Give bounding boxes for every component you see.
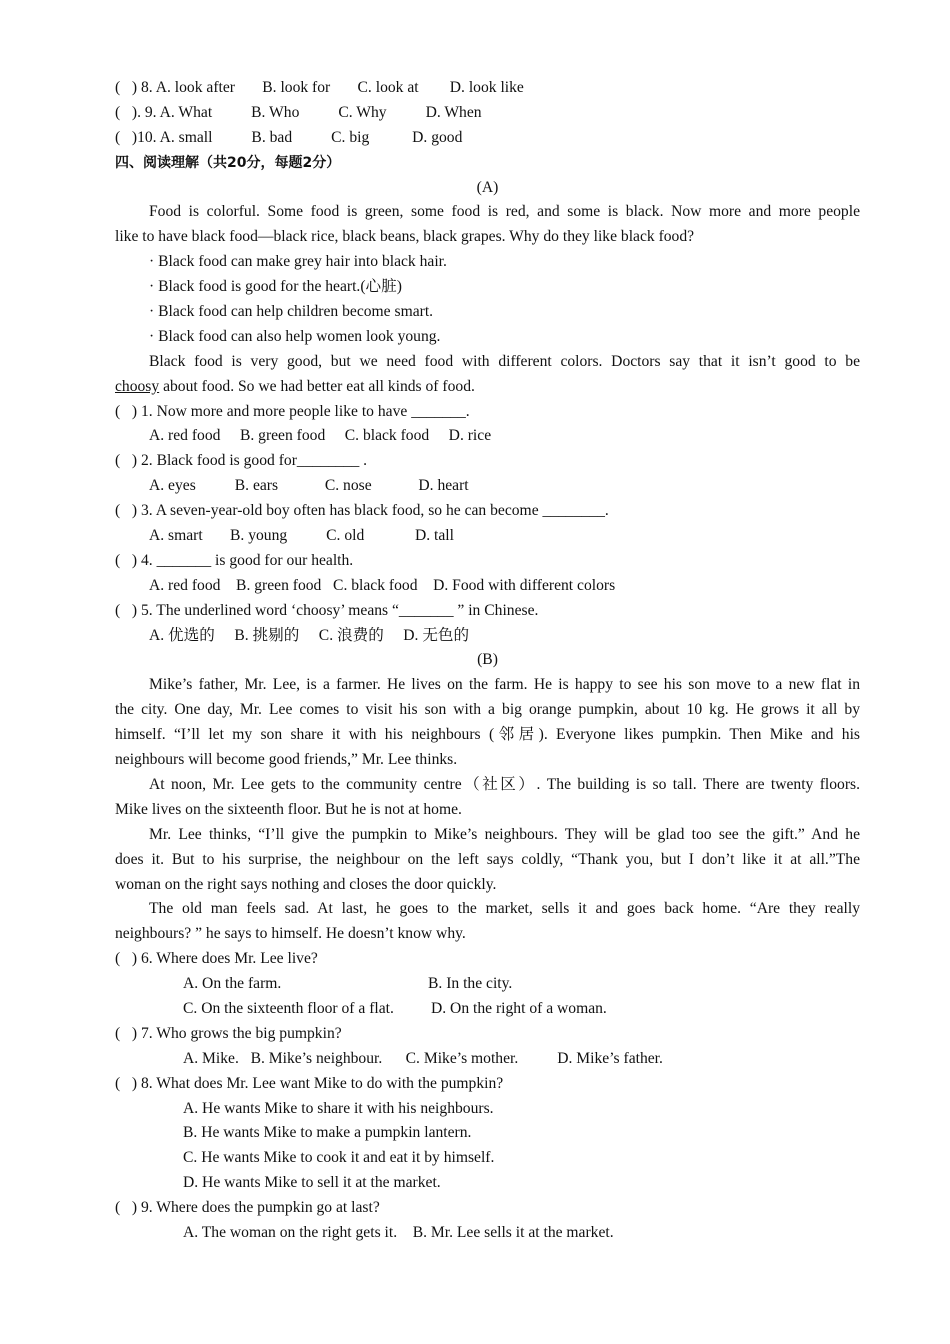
section-title: 四、阅读理解（共20分，每题2分） <box>115 154 341 171</box>
question-8-line: ( ) 8. A. look after B. look for C. look at D. look like <box>115 79 524 96</box>
question-option: A. He wants Mike to share it with his neighbours. <box>183 1099 494 1117</box>
passage-b-line: neighbours? ” he says to himself. He doesn’t know why. <box>115 925 466 943</box>
question-stem: ( ) 9. Where does the pumpkin go at last? <box>115 1199 380 1217</box>
option-c: C. On the sixteenth floor of a flat. <box>183 999 394 1017</box>
passage-b-line: Mr. Lee thinks, “I’ll give the pumpkin to Mike’s neighbours. They will be glad too see the gift.” And he <box>149 825 860 843</box>
option-b: B. In the city. <box>428 975 513 993</box>
question-options: A. 优选的 B. 挑剔的 C. 浪费的 D. 无色的 <box>149 626 470 644</box>
option-a: A. On the farm. <box>183 975 282 993</box>
question-options: A. Mike. B. Mike’s neighbour. C. Mike’s mother. D. Mike’s father. <box>183 1049 663 1067</box>
passage-b-line: does it. But to his surprise, the neighbour on the left says coldly, “Thank you, but I don’t like it at all.”The <box>115 850 860 868</box>
question-option: C. He wants Mike to cook it and eat it by himself. <box>183 1149 495 1167</box>
passage-a-label: (A) <box>476 178 499 196</box>
question-stem: ( ) 6. Where does Mr. Lee live? <box>115 950 318 968</box>
bullet-item: · Black food can make grey hair into black hair. <box>149 253 447 271</box>
passage-b-label: (B) <box>477 651 498 669</box>
bullet-item: · Black food can help children become smart. <box>149 303 434 321</box>
question-stem: ( ) 1. Now more and more people like to have _______. <box>115 402 470 420</box>
passage-a-intro: Food is colorful. Some food is green, some food is red, and some is black. Now more and more people <box>149 203 860 221</box>
question-stem: ( ) 7. Who grows the big pumpkin? <box>115 1024 342 1042</box>
underlined-word-choosy: choosy <box>115 377 160 395</box>
question-options: A. red food B. green food C. black food D. rice <box>149 427 492 445</box>
question-stem: ( ) 3. A seven-year-old boy often has black food, so he can become ________. <box>115 502 609 520</box>
question-options: A. eyes B. ears C. nose D. heart <box>149 477 469 495</box>
option-d: D. On the right of a woman. <box>431 999 607 1017</box>
passage-b-line: At noon, Mr. Lee gets to the community centre（社区）. The building is so tall. There are twenty floors. <box>149 775 860 793</box>
passage-b-line: The old man feels sad. At last, he goes to the market, sells it and goes back home. “Are they really <box>149 900 860 918</box>
question-stem: ( ) 2. Black food is good for________ . <box>115 452 368 470</box>
passage-a-intro: like to have black food—black rice, black beans, black grapes. Why do they like black food? <box>115 228 695 246</box>
passage-a-closing <box>115 375 860 400</box>
question-option: D. He wants Mike to sell it at the market. <box>183 1174 441 1192</box>
question-9-line: ( ). 9. A. What B. Who C. Why D. When <box>115 103 482 121</box>
passage-b-line: Mike lives on the sixteenth floor. But he is not at home. <box>115 800 462 818</box>
passage-b-line: Mike’s father, Mr. Lee, is a farmer. He lives on the farm. He is happy to see his son move to a new flat in <box>149 676 860 694</box>
passage-b-line: himself. “I’ll let my son share it with his neighbours (邻居). Everyone likes pumpkin. Then Mike and his <box>115 726 860 744</box>
question-options: A. red food B. green food C. black food D. Food with different colors <box>149 576 616 594</box>
bullet-item: · Black food is good for the heart.(心脏) <box>149 278 402 296</box>
question-stem: ( ) 8. What does Mr. Lee want Mike to do with the pumpkin? <box>115 1074 504 1092</box>
closing-rest: about food. So we had better eat all kinds of food. <box>159 377 475 395</box>
question-stem: ( ) 5. The underlined word ‘choosy’ means “_______ ” in Chinese. <box>115 601 539 619</box>
exam-page <box>115 76 860 1246</box>
passage-b-line: neighbours will become good friends,” Mr. Lee thinks. <box>115 751 458 769</box>
passage-b-line: the city. One day, Mr. Lee comes to visit his son with a big orange pumpkin, about 10 kg. He grows it all by <box>115 701 860 719</box>
question-options: A. smart B. young C. old D. tall <box>149 527 454 545</box>
question-option: B. He wants Mike to make a pumpkin lantern. <box>183 1124 472 1142</box>
question-stem: ( ) 4. _______ is good for our health. <box>115 551 354 569</box>
passage-a-closing: Black food is very good, but we need food with different colors. Doctors say that it isn’t good to be <box>149 352 860 370</box>
question-options: A. The woman on the right gets it. B. Mr. Lee sells it at the market. <box>183 1223 614 1241</box>
bullet-item: · Black food can also help women look young. <box>149 327 441 345</box>
question-options <box>115 972 860 997</box>
question-10-line: ( )10. A. small B. bad C. big D. good <box>115 128 463 146</box>
passage-b-line: woman on the right says nothing and closes the door quickly. <box>115 875 497 893</box>
question-options <box>115 997 860 1022</box>
passage-b-body <box>115 673 860 947</box>
